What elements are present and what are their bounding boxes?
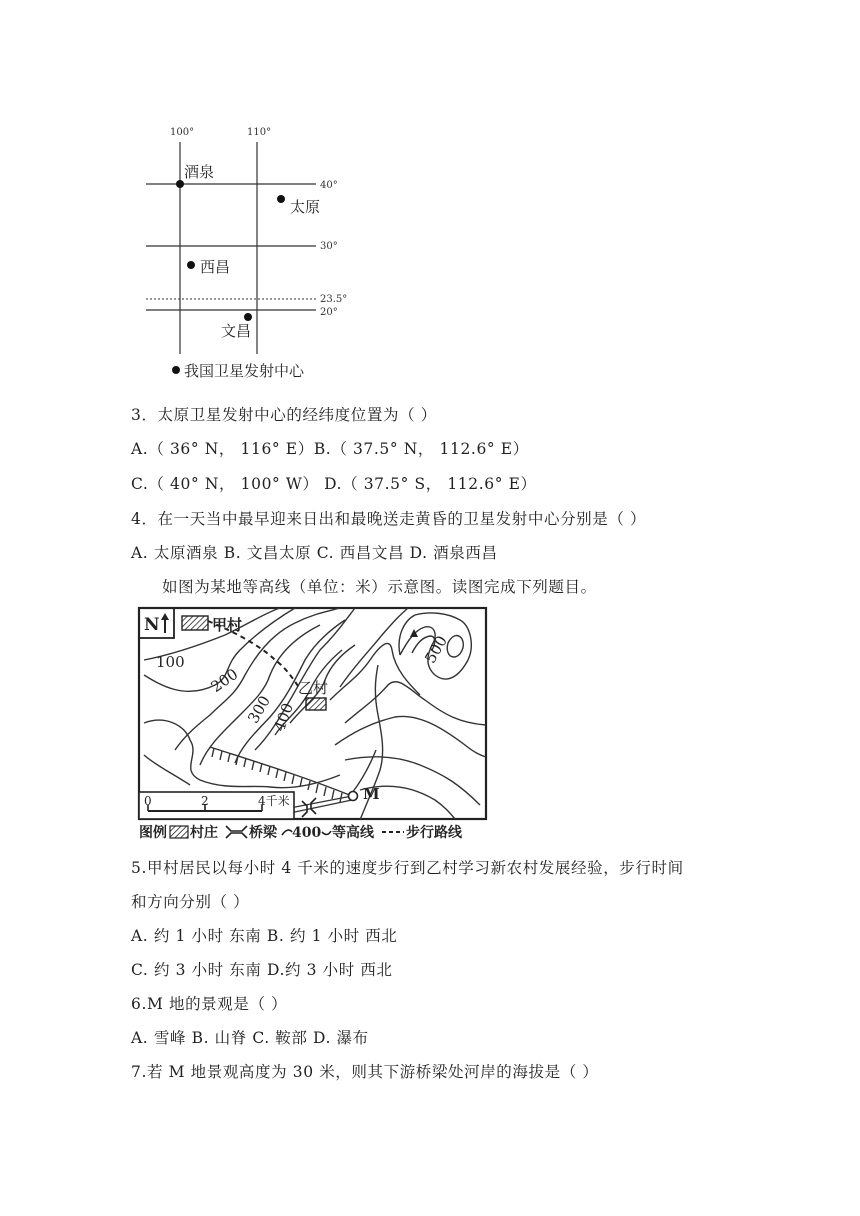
question-3-options-cd: C.（ 40° N， 100° W） D.（ 37.5° S， 112.6° E） [131, 475, 537, 493]
legend-dot [172, 366, 180, 374]
legend-bridge-label: 桥梁 [249, 825, 277, 841]
question-5-options-cd: C. 约 3 小时 东南 D.约 3 小时 西北 [131, 961, 393, 979]
river [290, 796, 352, 813]
lat-label-20: 20° [320, 307, 338, 318]
north-letter: N [144, 615, 160, 635]
question-6: 6.M 地的景观是（ ） [131, 995, 288, 1013]
center-label-wenchang: 文昌 [221, 322, 252, 340]
legend-contour-icon [282, 830, 292, 835]
question-5-options-ab: A. 约 1 小时 东南 B. 约 1 小时 西北 [131, 927, 398, 945]
village-a-label: 甲村 [212, 616, 243, 634]
contour-label-300: 300 [244, 692, 274, 727]
lon-label-110: 110° [247, 127, 272, 138]
lon-label-100: 100° [170, 127, 195, 138]
legend-contour-label: 等高线 [332, 825, 374, 841]
legend-village-icon [170, 826, 188, 838]
village-b-icon [306, 698, 326, 710]
village-a-icon [182, 616, 208, 630]
lat-label-23-5: 23.5° [320, 294, 348, 305]
north-arrow-icon [161, 613, 169, 633]
summit-icon [410, 629, 418, 637]
center-label-xichang: 西昌 [200, 258, 231, 276]
question-4: 4．在一天当中最早迎来日出和最晚送走黄昏的卫星发射中心分别是（ ） [131, 510, 647, 528]
question-5-line-2: 和方向分别（ ） [131, 893, 250, 911]
center-dot-xichang [187, 261, 195, 269]
center-label-taiyuan: 太原 [290, 198, 321, 216]
contour-map [130, 605, 492, 845]
legend-bridge-icon [226, 826, 247, 838]
contour-intro: 如图为某地等高线（单位：米）示意图。读图完成下列题目。 [162, 578, 597, 596]
center-dot-jiuquan [176, 180, 184, 188]
legend-label: 我国卫星发射中心 [184, 362, 305, 380]
village-b-label: 乙村 [298, 679, 329, 697]
legend-title: 图例 [139, 825, 167, 841]
question-4-options: A. 太原酒泉 B. 文昌太原 C. 西昌文昌 D. 酒泉西昌 [131, 544, 498, 562]
contour-label-100: 100 [156, 653, 185, 671]
lat-lon-map [130, 118, 360, 388]
lat-label-30: 30° [320, 241, 338, 252]
legend-contour-icon-tail [322, 831, 331, 835]
lat-label-40: 40° [320, 180, 338, 191]
question-5-line-1: 5.甲村居民以每小时 4 千米的速度步行到乙村学习新农村发展经验，步行时间 [131, 859, 684, 877]
scale-label-2: 2 [201, 794, 209, 808]
legend-contour-sample: 400 [292, 825, 322, 841]
contour-label-500: 500 [421, 632, 451, 667]
center-dot-taiyuan [277, 195, 285, 203]
question-7: 7.若 M 地景观高度为 30 米，则其下游桥梁处河岸的海拔是（ ） [131, 1063, 599, 1081]
scale-label-0: 0 [144, 794, 152, 808]
center-label-jiuquan: 酒泉 [184, 163, 215, 181]
point-m-marker [349, 792, 358, 801]
center-dot-wenchang [244, 313, 252, 321]
contour-label-200: 200 [207, 664, 242, 697]
question-3: 3．太原卫星发射中心的经纬度位置为（ ） [131, 406, 437, 424]
legend-village-label: 村庄 [190, 825, 218, 841]
legend-path-label: 步行路线 [406, 825, 462, 841]
question-6-options: A. 雪峰 B. 山脊 C. 鞍部 D. 瀑布 [131, 1029, 369, 1047]
point-m-label: M [363, 785, 380, 803]
contour-label-400: 400 [270, 700, 298, 734]
scale-label-4: 4千米 [258, 794, 290, 808]
question-3-options-ab: A.（ 36° N， 116° E）B.（ 37.5° N， 112.6° E） [131, 440, 529, 458]
